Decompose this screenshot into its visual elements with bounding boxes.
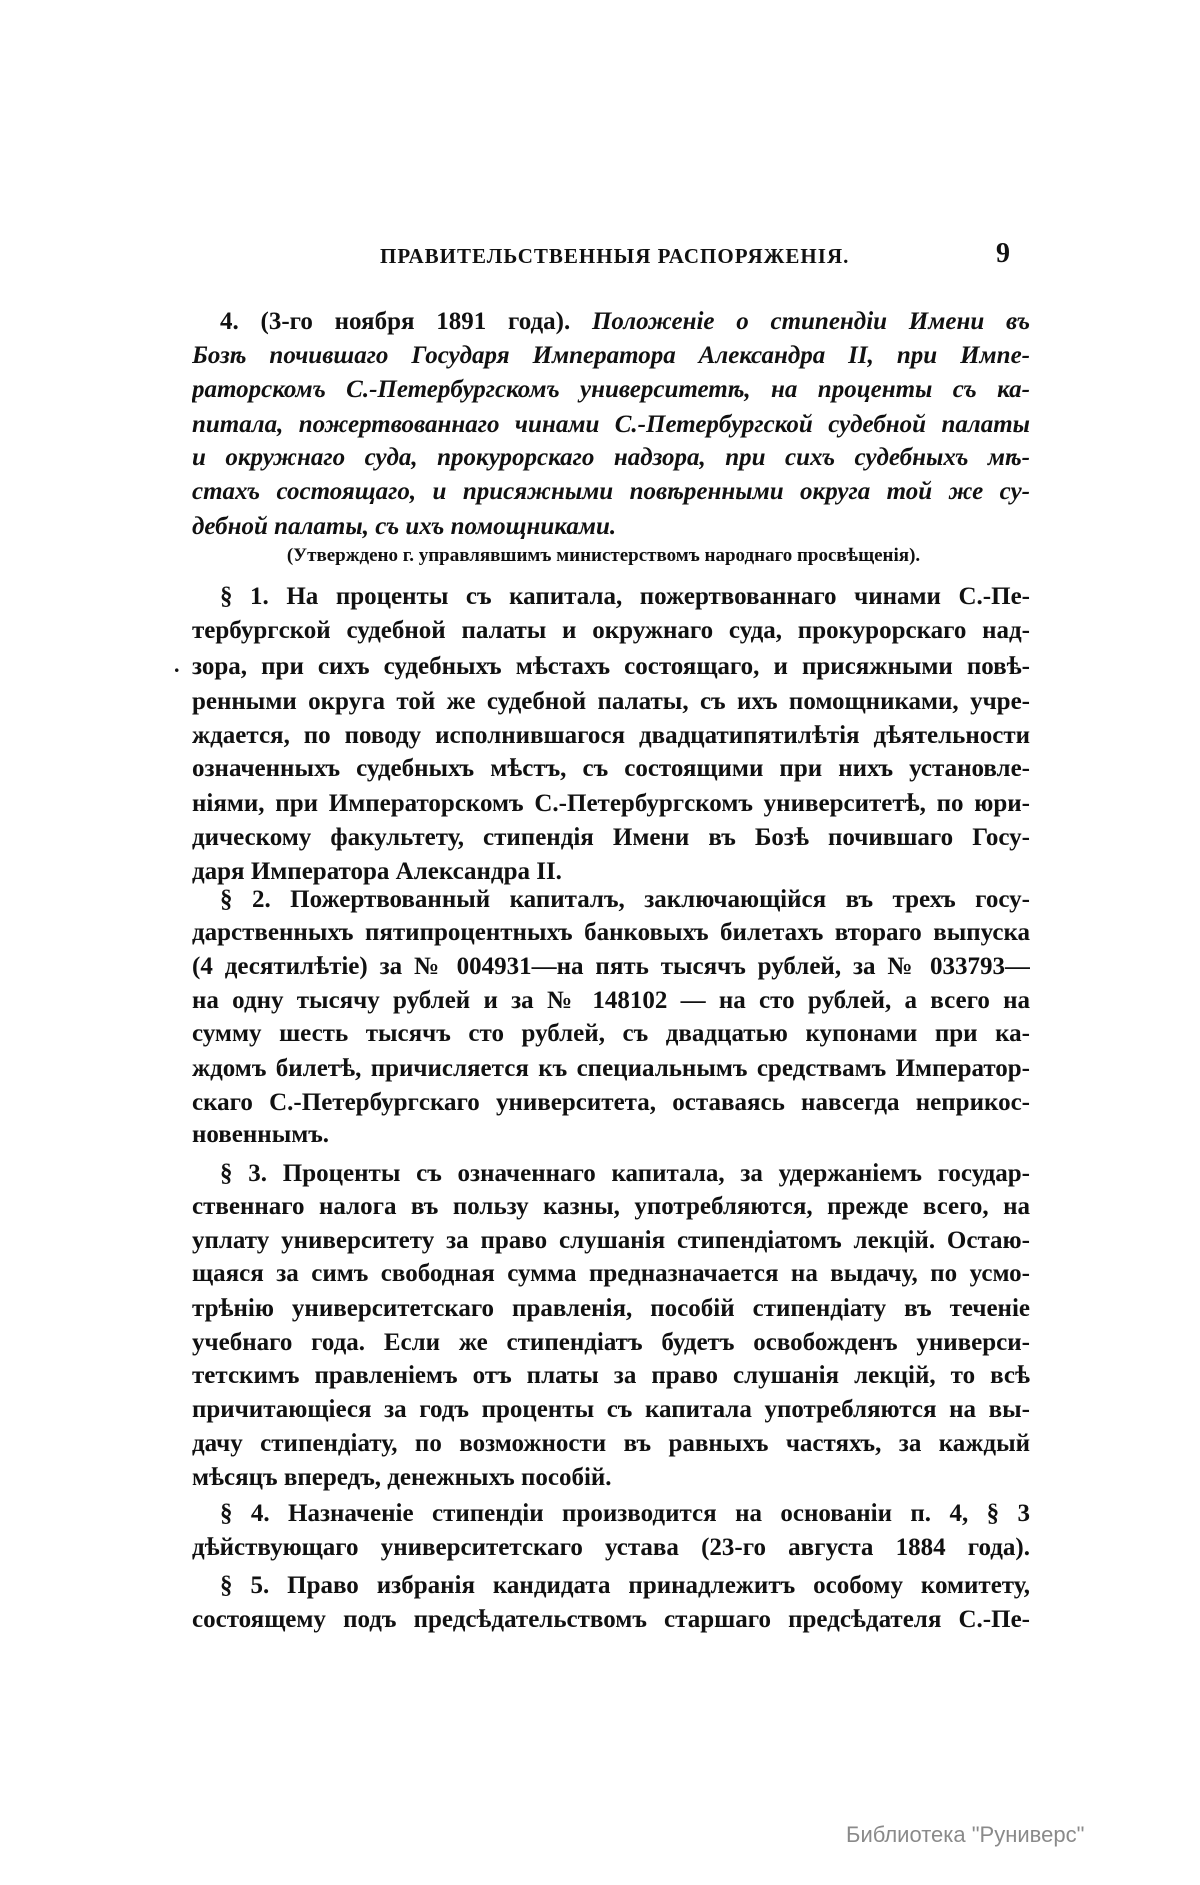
title-text: раторскомъ С.-Петербургскомъ университетѣ, на проценты съ ка- [192,376,1030,403]
paragraph-3-line: причитающіеся за годъ проценты съ капитала употребляются на вы- [192,1396,1030,1423]
title-text: Бозѣ почившаго Государя Императора Александра II, при Импе- [192,342,1030,369]
paragraph-3-line: тетскимъ правленіемъ отъ платы за право слушанія лекцій, то всѣ [192,1362,1030,1389]
paragraph-2-line: на одну тысячу рублей и за № 148102 — на сто рублей, а всего на [192,987,1030,1014]
title-text: дебной палаты, съ ихъ помощниками. [192,513,617,540]
paragraph-2-line: (4 десятилѣтіе) за № 004931—на пять тысячъ рублей, за № 033793— [192,953,1030,980]
paragraph-1-line: § 1. На проценты съ капитала, пожертвованнаго чинами С.-Пе- [220,583,1030,610]
title-line [192,339,1030,373]
paragraph-2-line: дарственныхъ пятипроцентныхъ банковыхъ билетахъ втораго выпуска [192,919,1030,946]
paragraph-4-line: § 4. Назначеніе стипендіи производится на основаніи п. 4, § 3 [220,1500,1030,1527]
title-text: и окружнаго суда, прокурорскаго надзора, при сихъ судебныхъ мѣ- [192,444,1030,471]
title-text: Положеніе о стипендіи Имени въ [591,308,1030,335]
paragraph-1-line: тербургской судебной палаты и окружнаго суда, прокурорскаго над- [192,617,1030,644]
paragraph-3-line: § 3. Проценты съ означеннаго капитала, за удержаніемъ государ- [220,1160,1030,1187]
paragraph-2-line: сумму шесть тысячъ сто рублей, съ двадцатью купонами при ка- [192,1020,1030,1047]
paragraph-1-line: зора, при сихъ судебныхъ мѣстахъ состоящаго, и присяжными повѣ- [192,653,1030,680]
paragraph-2-line: скаго С.-Петербургскаго университета, оставаясь навсегда неприкос- [192,1089,1030,1116]
stray-mark: . [174,652,180,677]
title-line [192,408,1030,442]
paragraph-2-line: новеннымъ. [192,1121,330,1148]
paragraph-3-line: трѣнію университетскаго правленія, пособій стипендіату въ теченіе [192,1295,1030,1322]
page-number: 9 [996,238,1010,269]
running-header: ПРАВИТЕЛЬСТВЕННЫЯ РАСПОРЯЖЕНІЯ. [380,244,850,268]
title-text: питала, пожертвованнаго чинами С.-Петербургской судебной палаты [192,411,1030,438]
paragraph-3-line: дачу стипендіату, по возможности въ равныхъ частяхъ, за каждый [192,1430,1030,1457]
paragraph-2-line: § 2. Пожертвованный капиталъ, заключающійся въ трехъ госу- [220,886,1030,913]
title-line [192,475,1030,509]
library-watermark: Библиотека "Руниверс" [846,1822,1085,1847]
item-number-date: 4. (3-го ноября 1891 года). [220,308,592,335]
title-line [220,305,1030,339]
paragraph-1-line: ренными округа той же судебной палаты, съ ихъ помощниками, учре- [192,688,1030,715]
paragraph-1-line: дическому факультету, стипендія Имени въ Бозѣ почившаго Госу- [192,824,1030,851]
title-line [192,510,1030,544]
title-line [192,441,1030,475]
paragraph-1-line: даря Императора Александра II. [192,858,562,885]
paragraph-3-line: мѣсяцъ впередъ, денежныхъ пособій. [192,1464,612,1491]
paragraph-1-line: ніями, при Императорскомъ С.-Петербургскомъ университетѣ, по юри- [192,790,1030,817]
paragraph-5-line: состоящему подъ предсѣдательствомъ старшаго предсѣдателя С.-Пе- [192,1606,1030,1633]
paragraph-3-line: ственнаго налога въ пользу казны, употребляются, прежде всего, на [192,1193,1030,1220]
paragraph-3-line: учебнаго года. Если же стипендіатъ будетъ освобожденъ универси- [192,1329,1030,1356]
paragraph-5-line: § 5. Право избранія кандидата принадлежитъ особому комитету, [220,1572,1030,1599]
approval-note: (Утверждено г. управлявшимъ министерствомъ народнаго просвѣщенія). [286,545,921,566]
paragraph-3-line: щаяся за симъ свободная сумма предназначается на выдачу, по усмо- [192,1260,1030,1287]
title-line [192,373,1030,407]
title-text: стахъ состоящаго, и присяжными повѣренными округа той же су- [192,478,1030,505]
paragraph-4-line: дѣйствующаго университетскаго устава (23-го августа 1884 года). [192,1534,1030,1561]
paragraph-1-line: ждается, по поводу исполнившагося двадцатипятилѣтія дѣятельности [192,722,1030,749]
paragraph-3-line: уплату университету за право слушанія стипендіатомъ лекцій. Остаю- [192,1227,1030,1254]
paragraph-2-line: ждомъ билетѣ, причисляется къ специальнымъ средствамъ Император- [192,1055,1030,1082]
paragraph-1-line: означенныхъ судебныхъ мѣстъ, съ состоящими при нихъ установле- [192,755,1030,782]
